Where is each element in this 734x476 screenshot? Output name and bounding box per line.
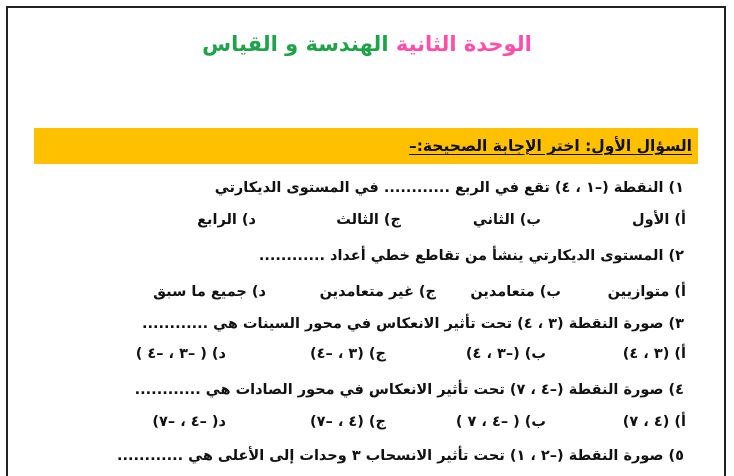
question-2-options (30, 284, 686, 306)
option-d[interactable]: د) الرابع (197, 212, 256, 228)
unit-title-part1: الوحدة الثانية (395, 32, 532, 56)
unit-title-part2: الهندسة و القياس (202, 32, 389, 56)
option-b[interactable]: ب) (–٣ ، ٤) (465, 346, 546, 362)
option-d[interactable]: د) جميع ما سبق (153, 284, 266, 300)
option-a[interactable]: أ) متوازيين (607, 284, 686, 300)
option-d[interactable]: د) ( –٣ ، –٤ ) (135, 346, 226, 362)
option-c[interactable]: ج) غير متعامدين (319, 284, 436, 300)
option-c[interactable]: ج) (٤ ، –٧) (310, 414, 386, 430)
question-4-options (30, 414, 686, 436)
question-2: ٢) المستوى الديكارتي ينشأ من تقاطع خطي أعداد ............ (258, 248, 684, 264)
question-3-options (30, 346, 686, 368)
option-a[interactable]: أ) (٣ ، ٤) (622, 346, 686, 362)
question-4: ٤) صورة النقطة (–٤ ، ٧) تحت تأثير الانعكاس في محور الصادات هي ............ (134, 382, 684, 398)
option-c[interactable]: ج) الثالث (336, 212, 401, 228)
unit-title (0, 32, 734, 56)
question-banner-text: السؤال الأول: اختر الإجابة الصحيحة:– (408, 137, 692, 155)
option-b[interactable]: ب) ( –٤ ، ٧ ) (455, 414, 546, 430)
option-a[interactable]: أ) الأول (631, 212, 686, 228)
question-1-options (30, 212, 686, 234)
question-5: ٥) صورة النقطة (–٢ ، ١) تحت تأثير الانسحاب ٣ وحدات إلى الأعلى هي ............ (117, 448, 684, 464)
option-b[interactable]: ب) الثاني (472, 212, 541, 228)
option-c[interactable]: ج) (٣ ، –٤) (310, 346, 386, 362)
question-3: ٣) صورة النقطة (٣ ، ٤) تحت تأثير الانعكاس في محور السينات هي ............ (142, 316, 684, 332)
option-b[interactable]: ب) متعامدين (470, 284, 561, 300)
page-border (6, 6, 726, 476)
question-banner (34, 128, 698, 164)
option-a[interactable]: أ) (٤ ، ٧) (622, 414, 686, 430)
option-d[interactable]: د( –٤ ، –٧) (152, 414, 226, 430)
question-1: ١) النقطة (–١ ، ٤) تقع في الربع ............ في المستوى الديكارتي (214, 180, 684, 196)
